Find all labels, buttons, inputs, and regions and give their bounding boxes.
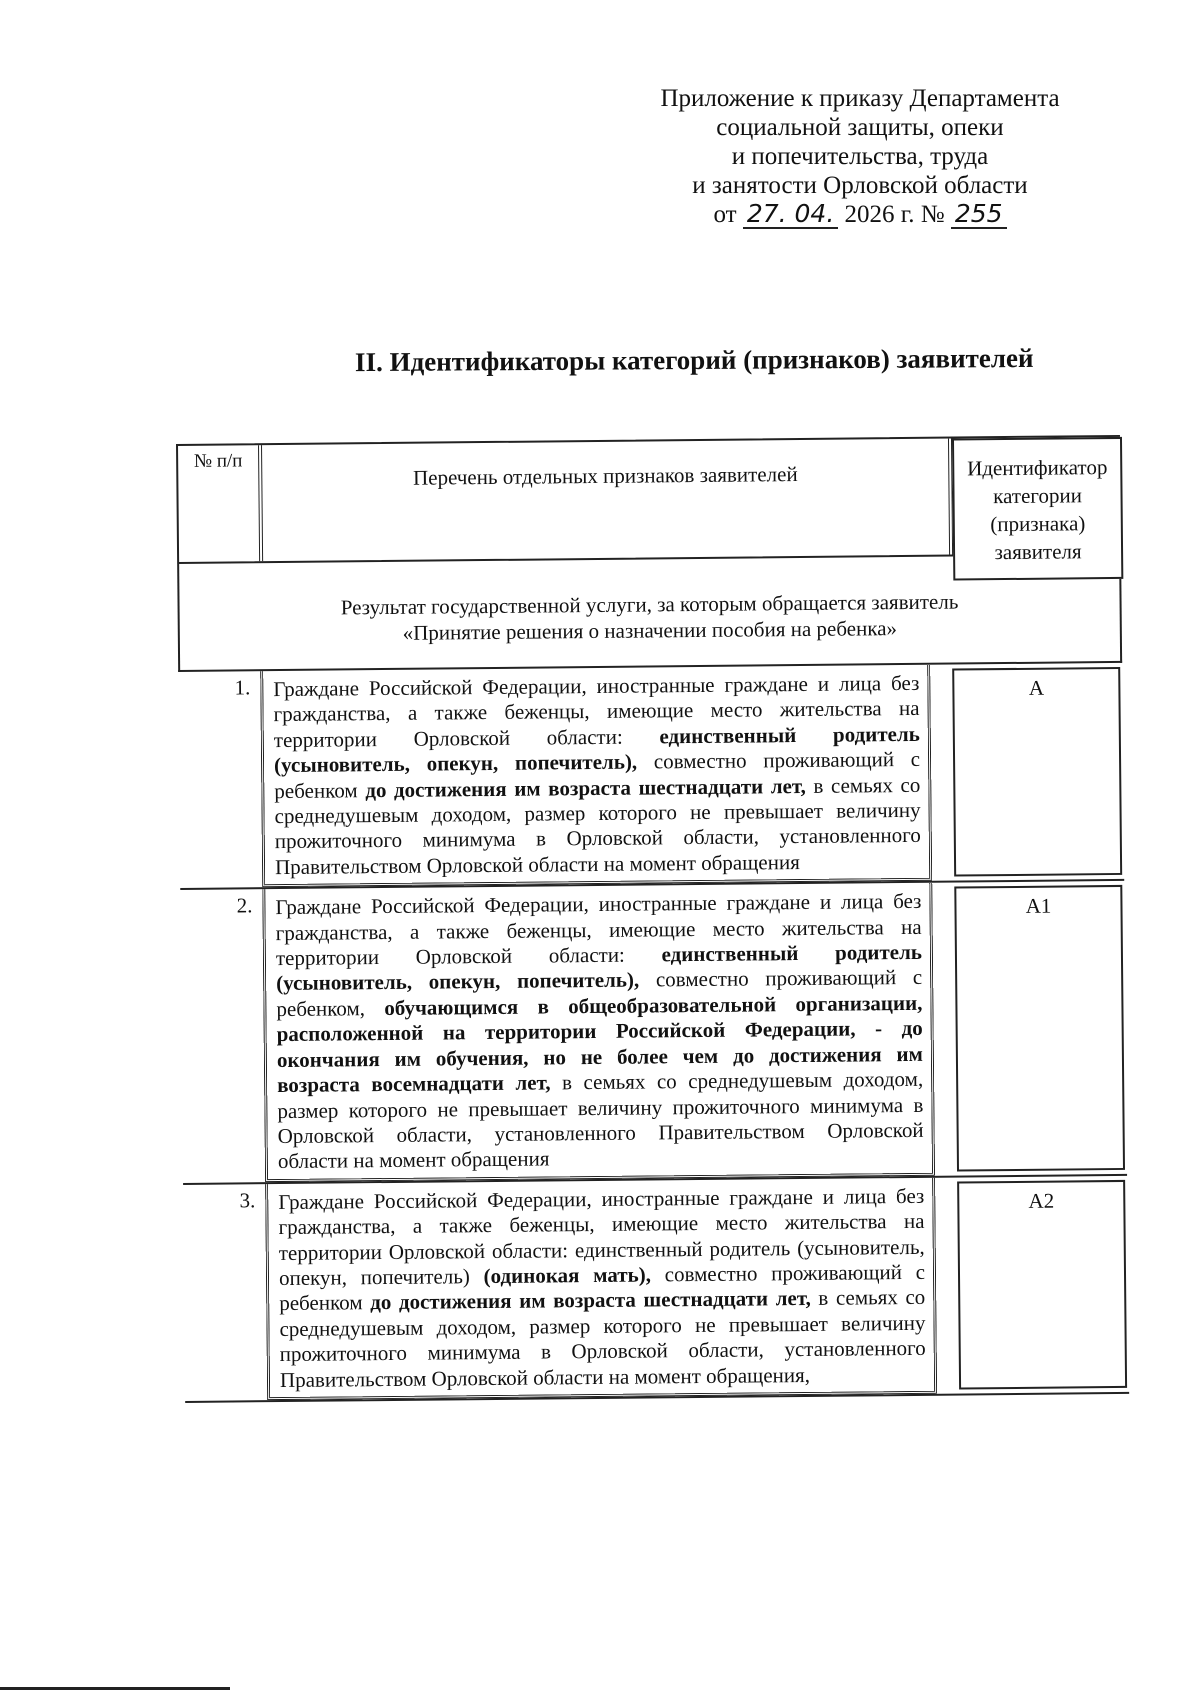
table-row bbox=[183, 1176, 1129, 1403]
row-criteria-text bbox=[265, 1177, 937, 1400]
header-line-2: социальной защиты, опеки bbox=[716, 114, 1004, 141]
table-header-row bbox=[176, 435, 1121, 564]
criteria-text-part: в семьях со среднедушевым доходом, размер которого не превышает величину прожиточного минимума в Орловской области, установленного Правительством Орловской области на момент обращения, bbox=[279, 1285, 926, 1392]
criteria-text-part: совместно проживающий с ребенком, bbox=[276, 965, 923, 1021]
criteria-text-part: в семьях со среднедушевым доходом, размер которого не превышает величину прожиточного минимума в Орловской области, установленного Правительством Орловской области на момент обращения bbox=[274, 772, 921, 879]
criteria-text-part: Граждане Российской Федерации, иностранные граждане и лица без гражданства, а также беженцы, имеющие место жительства на территории Орловской области: единственный родитель (усыновитель, опекун, попечитель) bbox=[278, 1183, 925, 1290]
row-identifier: А2 bbox=[957, 1180, 1127, 1390]
section-title: II. Идентификаторы категорий (признаков) заявителей bbox=[354, 342, 1034, 378]
order-header bbox=[600, 84, 1120, 229]
row-number: 3. bbox=[239, 1187, 256, 1213]
column-header-identifier: Идентификатор категории (признака) заявителя bbox=[952, 437, 1123, 581]
row-number: 2. bbox=[236, 893, 253, 918]
column-header-criteria: Перечень отдельных признаков заявителей bbox=[262, 439, 953, 562]
criteria-text-part: Граждане Российской Федерации, иностранные граждане и лица без гражданства, а также беженцы, имеющие место жительства на территории Орловской области: bbox=[273, 670, 920, 752]
criteria-bold-part: до достижения им возраста шестнадцати лет, bbox=[370, 1286, 811, 1315]
row-identifier: А bbox=[952, 667, 1122, 877]
row-criteria-text bbox=[262, 883, 935, 1182]
date-prefix: от bbox=[713, 201, 737, 228]
header-line-1: Приложение к приказу Департамента bbox=[660, 85, 1060, 112]
criteria-text-part: совместно проживающий с ребенком bbox=[274, 747, 921, 803]
criteria-text-part: в семьях со среднедушевым доходом, размер которого не превышает величину прожиточного минимума в Орловской области, установленного Правительством Орловской области на момент обращения bbox=[277, 1066, 924, 1174]
table-row bbox=[178, 663, 1124, 890]
service-result-line-1: Результат государственной услуги, за которым обращается заявитель bbox=[340, 589, 959, 620]
footer-rule bbox=[0, 1687, 230, 1690]
table-row bbox=[180, 881, 1127, 1185]
criteria-bold-part: единственный родитель (усыновитель, опекун, попечитель), bbox=[276, 939, 923, 996]
header-date-line bbox=[600, 200, 1120, 229]
criteria-bold-part: до достижения им возраста шестнадцати лет, bbox=[365, 773, 806, 802]
criteria-text-part: совместно проживающий с ребенком bbox=[279, 1259, 926, 1316]
handwritten-date: 27. 04. bbox=[743, 201, 838, 229]
row-identifier: А1 bbox=[954, 885, 1125, 1171]
handwritten-number: 255 bbox=[951, 201, 1007, 229]
row-criteria-text bbox=[260, 665, 932, 888]
date-year: 2026 г. № bbox=[844, 201, 945, 228]
criteria-text-part: Граждане Российской Федерации, иностранные граждане и лица без гражданства, а также беженцы, имеющие место жительства на территории Орловской области: bbox=[275, 889, 922, 971]
column-header-number: № п/п bbox=[178, 445, 263, 562]
header-line-4: и занятости Орловской области bbox=[692, 172, 1028, 199]
criteria-bold-part: (одинокая мать), bbox=[483, 1262, 652, 1289]
service-result-line-2: «Принятие решения о назначении пособия на ребенка» bbox=[402, 616, 898, 645]
criteria-bold-part: единственный родитель (усыновитель, опекун, попечитель), bbox=[273, 721, 920, 778]
criteria-bold-part: обучающимся в общеобразовательной организации, расположенной на территории Российской Федерации, - до окончания им обучения, но не более чем до достижения им возраста восемнадцати лет, bbox=[276, 990, 924, 1098]
row-number: 1. bbox=[234, 675, 251, 700]
applicant-categories-table bbox=[176, 435, 1129, 1403]
header-line-3: и попечительства, труда bbox=[731, 143, 989, 170]
